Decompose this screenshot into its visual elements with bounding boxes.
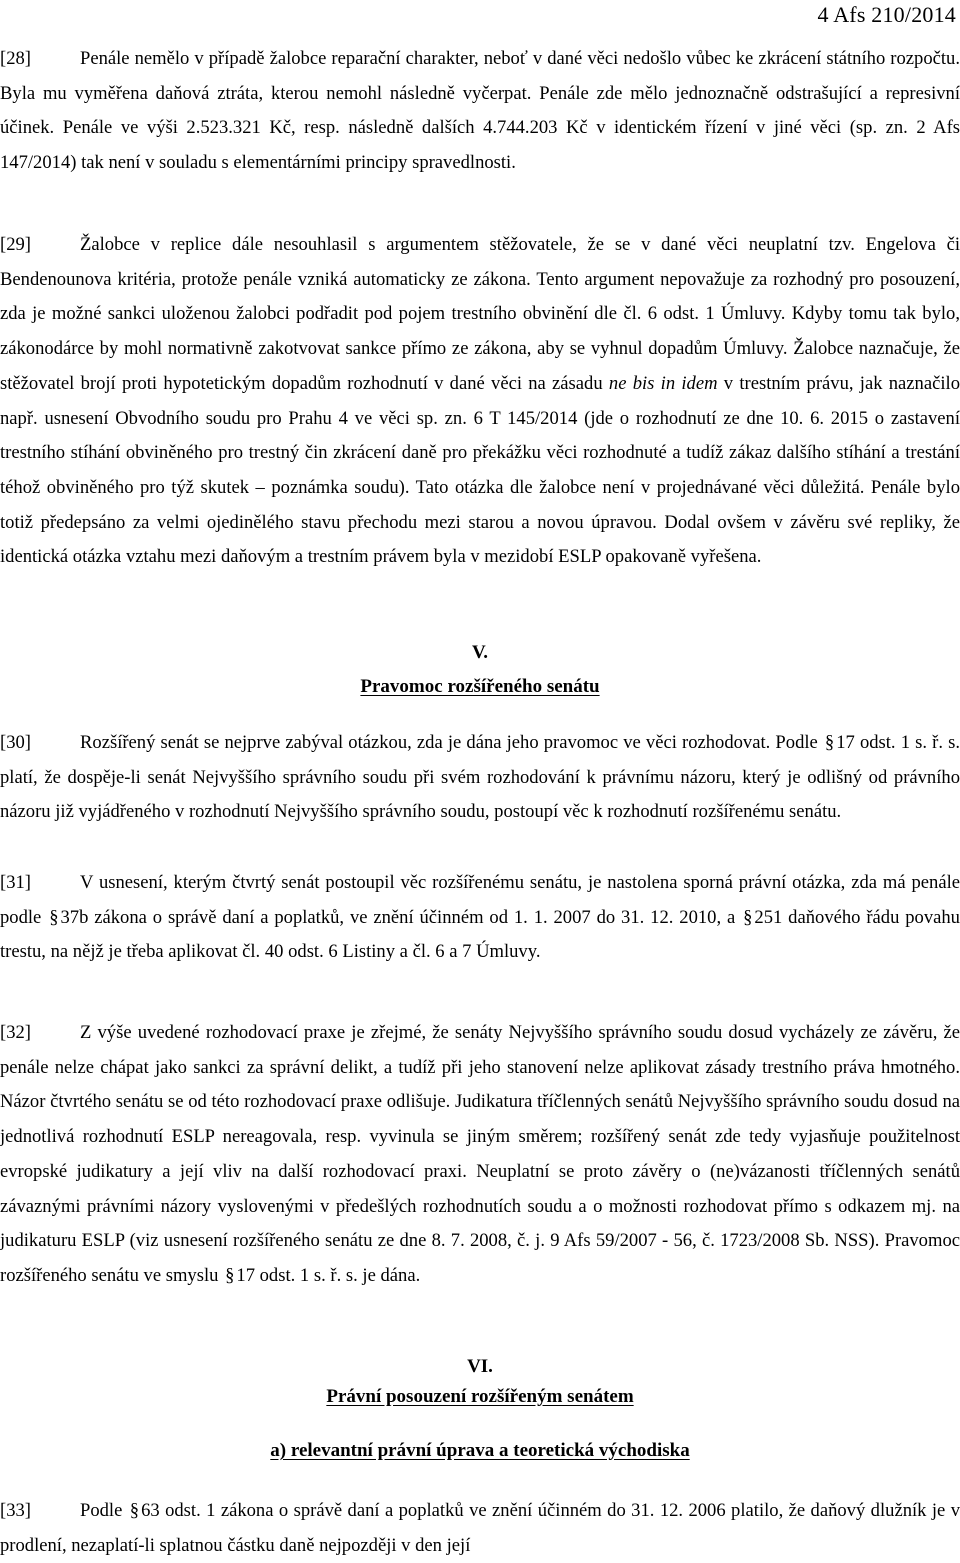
paragraph-number: [28] [0, 48, 31, 69]
section-symbol: § [129, 1500, 140, 1521]
paragraph-text-cont: v trestním právu, jak naznačilo např. usnesení Obvodního soudu pro Prahu 4 ve věci sp. zn. 6 T 145/2014 (jde o rozhodnutí ze dne 10. 6. 2015 o zastavení trestního stíhání obviněného pro trestný čin zkrácení daně pro překážku věci rozhodnuté a tudíž zákaz dalšího stíhání a trestání téhož obviněného pro týž skutek – poznámka soudu). Tato otázka dle žalobce není v projednávané věci důležitá. Penále bylo totiž předepsáno za velmi ojedinělého stavu přechodu mezi starou a novou úpravou. Dodal ovšem v závěru své repliky, že identická otázka vztahu mezi daňovým a trestním právem byla v mezidobí ESLP opakovaně vyřešena. [0, 372, 960, 568]
paragraph-number: [29] [0, 234, 31, 255]
paragraph-29 [0, 228, 960, 575]
section-symbol: § [743, 906, 753, 928]
paragraph-text-cont: 37b zákona o správě daní a poplatků, ve znění účinném od 1. 1. 2007 do 31. 12. 2010, a [60, 906, 736, 928]
paragraph-text-cont: 17 odst. 1 s. ř. s. platí, že dospěje-li senát Nejvyššího správního soudu při svém rozhodování k právnímu názoru, který je odlišný od právního názoru již vyjádřeného v rozhodnutí Nejvyššího správního soudu, postoupí věc k rozhodnutí rozšířenému senátu. [0, 732, 960, 823]
paragraph-number: [31] [0, 872, 31, 893]
paragraph-text: Penále nemělo v případě žalobce reparační charakter, neboť v dané věci nedošlo vůbec ke zkrácení státního rozpočtu. Byla mu vyměřena daňová ztráta, kterou nemohl následně vyčerpat. Penále zde mělo jednoznačně odstrašující a represivní účinek. Penále ve výši 2.523.321 Kč, resp. následně dalších 4.744.203 Kč v identickém řízení v jiné věci (sp. zn. 2 Afs 147/2014) tak není v souladu s elementárními principy spravedlnosti. [0, 48, 960, 174]
paragraph-text-cont: 251 daňového řádu povahu trestu, na nějž je třeba aplikovat čl. 40 odst. 6 Listiny a čl. 6 a 7 Úmluvy. [0, 906, 960, 963]
latin-phrase: ne bis in idem [608, 372, 718, 394]
paragraph-text: Z výše uvedené rozhodovací praxe je zřejmé, že senáty Nejvyššího správního soudu dosud vycházely ze závěru, že penále nelze chápat jako sankci za správní delikt, a tudíž při jeho stanovení nelze aplikovat zásady trestního práva hmotného. Názor čtvrtého senátu se od této rozhodovací praxe odlišuje. Judikatura tříčlenných senátů Nejvyššího správního soudu dosud na jednotlivá rozhodnutí ESLP nereagovala, resp. vyvinula se jiným směrem; rozšířený senát zde tedy vyjasňuje použitelnost evropské judikatury a její vliv na další rozhodovací praxi. Neuplatní se proto závěry o (ne)vázanosti tříčlenných senátů závaznými právními názory vyslovenými v předešlých rozhodnutích soudu a o možnosti rozhodovat přímo s odkazem mj. na judikaturu ESLP (viz usnesení rozšířeného senátu ze dne 8. 7. 2008, č. j. 9 Afs 59/2007 - 56, č. 1723/2008 Sb. NSS). Pravomoc rozšířeného senátu ve smyslu [0, 1022, 960, 1286]
paragraph-text-cont: 63 odst. 1 zákona o správě daní a poplatků ve znění účinném do 31. 12. 2006 platilo, že daňový dlužník je v prodlení, nezaplatí-li splatnou částku daně nejpozději v den její [0, 1500, 960, 1556]
paragraph-text-cont: 17 odst. 1 s. ř. s. je dána. [236, 1264, 421, 1286]
paragraph-30 [0, 726, 960, 830]
section-number-v: V. [471, 642, 489, 663]
section-title-text: Pravomoc rozšířeného senátu [360, 676, 600, 697]
section-symbol: § [49, 906, 59, 928]
section-title-vi [0, 1386, 960, 1408]
paragraph-number: [33] [0, 1500, 31, 1521]
paragraph-number: [30] [0, 732, 31, 753]
section-title-text: Právní posouzení rozšířeným senátem [326, 1386, 634, 1407]
paragraph-33 [0, 1494, 960, 1563]
section-symbol: § [824, 732, 835, 753]
paragraph-text: Žalobce v replice dále nesouhlasil s argumentem stěžovatele, že se v dané věci neuplatní tzv. Engelova či Bendenounova kritéria, protože penále vzniká automaticky ze zákona. Tento argument nepovažuje za rozhodný pro posouzení, zda je možné sankci uloženou žalobci podřadit pod pojem trestního obvinění dle čl. 6 odst. 1 Úmluvy. Kdyby tomu tak bylo, zákonodárce by mohl normativně zakotvovat sankce přímo ze zákona, aby se vyhnul dopadům Úmluvy. Žalobce naznačuje, že stěžovatel brojí proti hypotetickým dopadům rozhodnutí v dané věci na zásadu [0, 234, 960, 394]
paragraph-number: [32] [0, 1022, 31, 1043]
paragraph-text: Podle [80, 1500, 123, 1521]
paragraph-text: Rozšířený senát se nejprve zabýval otázkou, zda je dána jeho pravomoc ve věci rozhodovat. Podle [80, 732, 818, 753]
subsection-title-text: a) relevantní právní úprava a teoretická východiska [270, 1440, 690, 1461]
subsection-title-a [0, 1440, 960, 1462]
section-number-vi: VI. [467, 1356, 493, 1377]
section-symbol: § [225, 1264, 235, 1286]
section-title-v [0, 676, 960, 698]
paragraph-28 [0, 42, 960, 181]
paragraph-31 [0, 866, 960, 970]
paragraph-32 [0, 1016, 960, 1294]
paragraph-text: V usnesení, kterým čtvrtý senát postoupil věc rozšířenému senátu, je nastolena sporná právní otázka, zda má penále podle [0, 872, 960, 928]
case-number: 4 Afs 210/2014 [817, 2, 956, 27]
